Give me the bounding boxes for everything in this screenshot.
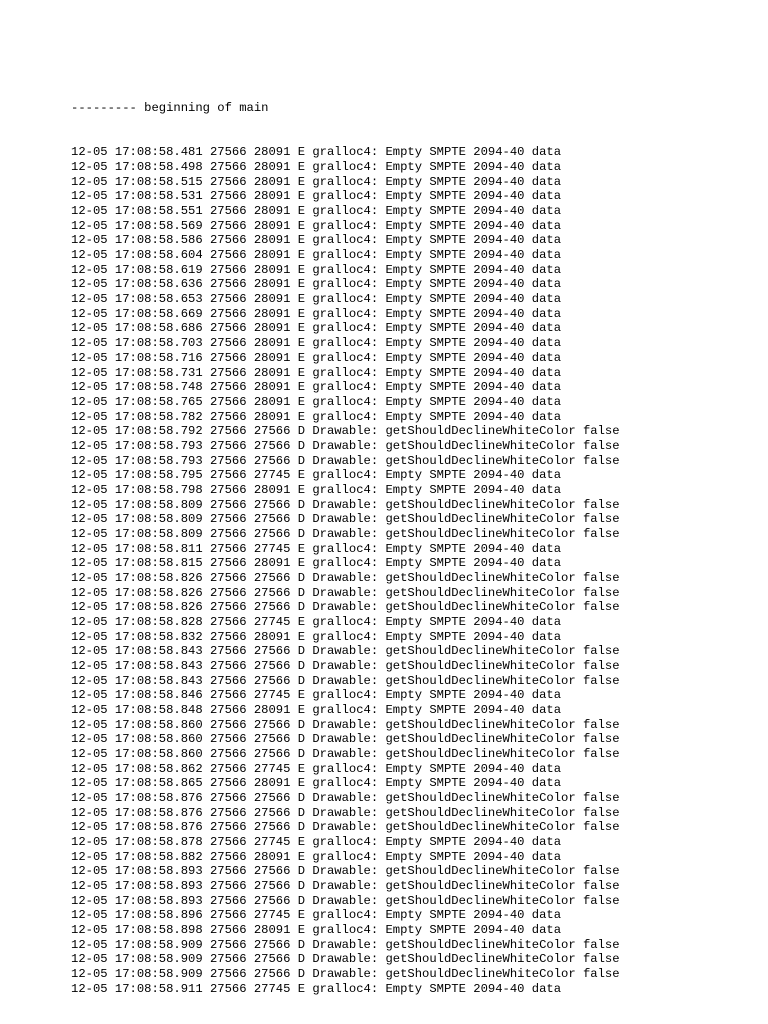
log-line: 12-05 17:08:58.569 27566 28091 E gralloc4: Empty SMPTE 2094-40 data xyxy=(71,218,562,233)
log-document xyxy=(71,72,768,1011)
log-line: 12-05 17:08:58.795 27566 27745 E gralloc4: Empty SMPTE 2094-40 data xyxy=(71,468,562,483)
log-line: 12-05 17:08:58.586 27566 28091 E gralloc4: Empty SMPTE 2094-40 data xyxy=(71,233,562,248)
log-line: 12-05 17:08:58.653 27566 28091 E gralloc4: Empty SMPTE 2094-40 data xyxy=(71,292,562,307)
log-line: 12-05 17:08:58.860 27566 27566 D Drawable: getShouldDeclineWhiteColor false xyxy=(71,732,620,747)
log-line: 12-05 17:08:58.826 27566 27566 D Drawable: getShouldDeclineWhiteColor false xyxy=(71,570,620,585)
log-line: 12-05 17:08:58.876 27566 27566 D Drawable: getShouldDeclineWhiteColor false xyxy=(71,790,620,805)
log-header: --------- beginning of main xyxy=(71,101,269,116)
log-line: 12-05 17:08:58.716 27566 28091 E gralloc4: Empty SMPTE 2094-40 data xyxy=(71,350,562,365)
log-line: 12-05 17:08:58.865 27566 28091 E gralloc4: Empty SMPTE 2094-40 data xyxy=(71,776,562,791)
log-line: 12-05 17:08:58.843 27566 27566 D Drawable: getShouldDeclineWhiteColor false xyxy=(71,658,620,673)
log-line: 12-05 17:08:58.832 27566 28091 E gralloc4: Empty SMPTE 2094-40 data xyxy=(71,629,562,644)
log-line: 12-05 17:08:58.909 27566 27566 D Drawable: getShouldDeclineWhiteColor false xyxy=(71,967,620,982)
log-line: 12-05 17:08:58.893 27566 27566 D Drawable: getShouldDeclineWhiteColor false xyxy=(71,864,620,879)
log-line: 12-05 17:08:58.826 27566 27566 D Drawable: getShouldDeclineWhiteColor false xyxy=(71,600,620,615)
log-line: 12-05 17:08:58.551 27566 28091 E gralloc4: Empty SMPTE 2094-40 data xyxy=(71,204,562,219)
log-line: 12-05 17:08:58.860 27566 27566 D Drawable: getShouldDeclineWhiteColor false xyxy=(71,717,620,732)
log-line: 12-05 17:08:58.498 27566 28091 E gralloc4: Empty SMPTE 2094-40 data xyxy=(71,160,562,175)
log-line: 12-05 17:08:58.748 27566 28091 E gralloc4: Empty SMPTE 2094-40 data xyxy=(71,380,562,395)
log-line: 12-05 17:08:58.846 27566 27745 E gralloc4: Empty SMPTE 2094-40 data xyxy=(71,688,562,703)
log-line: 12-05 17:08:58.792 27566 27566 D Drawable: getShouldDeclineWhiteColor false xyxy=(71,424,620,439)
log-line: 12-05 17:08:58.765 27566 28091 E gralloc4: Empty SMPTE 2094-40 data xyxy=(71,394,562,409)
log-line: 12-05 17:08:58.909 27566 27566 D Drawable: getShouldDeclineWhiteColor false xyxy=(71,952,620,967)
log-line: 12-05 17:08:58.604 27566 28091 E gralloc4: Empty SMPTE 2094-40 data xyxy=(71,248,562,263)
log-line: 12-05 17:08:58.811 27566 27745 E gralloc4: Empty SMPTE 2094-40 data xyxy=(71,541,562,556)
log-line: 12-05 17:08:58.911 27566 27745 E gralloc4: Empty SMPTE 2094-40 data xyxy=(71,981,562,996)
log-line: 12-05 17:08:58.636 27566 28091 E gralloc4: Empty SMPTE 2094-40 data xyxy=(71,277,562,292)
log-line: 12-05 17:08:58.531 27566 28091 E gralloc4: Empty SMPTE 2094-40 data xyxy=(71,189,562,204)
log-line: 12-05 17:08:58.860 27566 27566 D Drawable: getShouldDeclineWhiteColor false xyxy=(71,746,620,761)
log-lines xyxy=(71,145,768,996)
log-line: 12-05 17:08:58.481 27566 28091 E gralloc4: Empty SMPTE 2094-40 data xyxy=(71,145,562,160)
log-line: 12-05 17:08:58.896 27566 27745 E gralloc4: Empty SMPTE 2094-40 data xyxy=(71,908,562,923)
log-line: 12-05 17:08:58.893 27566 27566 D Drawable: getShouldDeclineWhiteColor false xyxy=(71,879,620,894)
log-line: 12-05 17:08:58.515 27566 28091 E gralloc4: Empty SMPTE 2094-40 data xyxy=(71,174,562,189)
log-line: 12-05 17:08:58.876 27566 27566 D Drawable: getShouldDeclineWhiteColor false xyxy=(71,805,620,820)
log-line: 12-05 17:08:58.731 27566 28091 E gralloc4: Empty SMPTE 2094-40 data xyxy=(71,365,562,380)
log-line: 12-05 17:08:58.793 27566 27566 D Drawable: getShouldDeclineWhiteColor false xyxy=(71,438,620,453)
log-line: 12-05 17:08:58.862 27566 27745 E gralloc4: Empty SMPTE 2094-40 data xyxy=(71,761,562,776)
log-line: 12-05 17:08:58.619 27566 28091 E gralloc4: Empty SMPTE 2094-40 data xyxy=(71,262,562,277)
log-line: 12-05 17:08:58.898 27566 28091 E gralloc4: Empty SMPTE 2094-40 data xyxy=(71,923,562,938)
log-line: 12-05 17:08:58.843 27566 27566 D Drawable: getShouldDeclineWhiteColor false xyxy=(71,644,620,659)
log-line: 12-05 17:08:58.876 27566 27566 D Drawable: getShouldDeclineWhiteColor false xyxy=(71,820,620,835)
log-line: 12-05 17:08:58.882 27566 28091 E gralloc4: Empty SMPTE 2094-40 data xyxy=(71,849,562,864)
log-line: 12-05 17:08:58.826 27566 27566 D Drawable: getShouldDeclineWhiteColor false xyxy=(71,585,620,600)
log-line: 12-05 17:08:58.809 27566 27566 D Drawable: getShouldDeclineWhiteColor false xyxy=(71,526,620,541)
log-line: 12-05 17:08:58.815 27566 28091 E gralloc4: Empty SMPTE 2094-40 data xyxy=(71,556,562,571)
log-line: 12-05 17:08:58.828 27566 27745 E gralloc4: Empty SMPTE 2094-40 data xyxy=(71,614,562,629)
log-line: 12-05 17:08:58.703 27566 28091 E gralloc4: Empty SMPTE 2094-40 data xyxy=(71,336,562,351)
log-line: 12-05 17:08:58.798 27566 28091 E gralloc4: Empty SMPTE 2094-40 data xyxy=(71,482,562,497)
log-line: 12-05 17:08:58.809 27566 27566 D Drawable: getShouldDeclineWhiteColor false xyxy=(71,497,620,512)
log-line: 12-05 17:08:58.669 27566 28091 E gralloc4: Empty SMPTE 2094-40 data xyxy=(71,306,562,321)
log-line: 12-05 17:08:58.843 27566 27566 D Drawable: getShouldDeclineWhiteColor false xyxy=(71,673,620,688)
log-line: 12-05 17:08:58.782 27566 28091 E gralloc4: Empty SMPTE 2094-40 data xyxy=(71,409,562,424)
log-line: 12-05 17:08:58.686 27566 28091 E gralloc4: Empty SMPTE 2094-40 data xyxy=(71,321,562,336)
log-line: 12-05 17:08:58.893 27566 27566 D Drawable: getShouldDeclineWhiteColor false xyxy=(71,893,620,908)
log-line: 12-05 17:08:58.809 27566 27566 D Drawable: getShouldDeclineWhiteColor false xyxy=(71,512,620,527)
log-line: 12-05 17:08:58.848 27566 28091 E gralloc4: Empty SMPTE 2094-40 data xyxy=(71,702,562,717)
log-line: 12-05 17:08:58.793 27566 27566 D Drawable: getShouldDeclineWhiteColor false xyxy=(71,453,620,468)
log-line: 12-05 17:08:58.909 27566 27566 D Drawable: getShouldDeclineWhiteColor false xyxy=(71,937,620,952)
log-line: 12-05 17:08:58.878 27566 27745 E gralloc4: Empty SMPTE 2094-40 data xyxy=(71,835,562,849)
